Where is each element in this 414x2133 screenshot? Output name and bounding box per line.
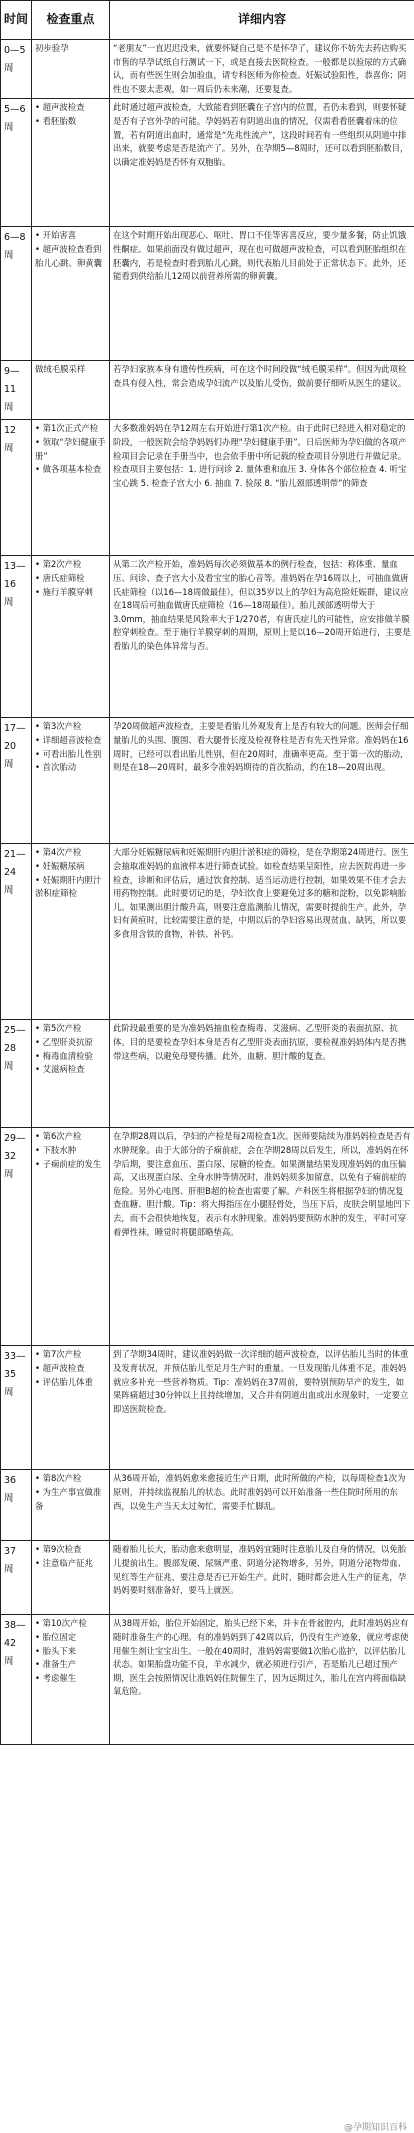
focus-item: • 可看出胎儿性别 bbox=[35, 748, 102, 759]
row-detail: 到了孕期34周时，建议准妈妈做一次详细的超声波检查，以评估胎儿当时的体重及发育状况，并预估胎儿至足月生产时的重量。一旦发现胎儿体重不足，准妈妈就应多补充一些营养物质。Tip：准妈妈在37周前，要特别预防早产的发生，如果阵痛超过30分钟以上且持续增加，又合并有阴道出血或出水现象时，一定要立即送医院检查。 bbox=[110, 1346, 414, 1470]
row-time: 9—11 周 bbox=[1, 361, 32, 420]
focus-item: • 胎头下来 bbox=[35, 1645, 77, 1656]
row-detail: 大多数准妈妈在孕12周左右开始进行第1次产检。由于此时已经进入相对稳定的阶段，一般医院会给孕妈妈们办理“孕妇健康手册”。日后医师为孕妇做的各项产检项目会记录在手册当中，也会依手册中所记载的检查项目分别进行并做记录。检查项目主要包括：1. 进行问诊 2. 量体重和血压 3. 身体各个部位检查 4. 听宝宝心跳 5. 检查子宫大小 6. 抽血 7. 验尿 8. “胎儿颈部透明带”的筛查 bbox=[110, 420, 414, 556]
row-detail: 此时通过超声波检查，大致能看到胚囊在子宫内的位置，若仍未看到，则要怀疑是否有子宫外孕的可能。孕妈妈若有阴道出血的情况，仅需看看胚囊着床的位置，若有阴道出血时，通常是“先兆性流产”，这段时间若有一些组织从阴道中排出来，就要考虑是否是流产了。另外，在孕期5—8周时，还可以看到胚胎数目，以确定准妈妈是否怀有双胞胎。 bbox=[110, 99, 414, 227]
focus-item: • 看胚胎数 bbox=[35, 115, 77, 126]
row-focus bbox=[32, 361, 110, 420]
focus-item: • 开始害喜 bbox=[35, 230, 77, 241]
row-focus bbox=[32, 420, 110, 556]
row-time: 21—24 周 bbox=[1, 844, 32, 1020]
table-row bbox=[1, 227, 414, 361]
row-detail: 此阶段最重要的是为准妈妈抽血检查梅毒、艾滋病、乙型肝炎的表面抗原、抗体。目的是要检查孕妇本身是否有乙型肝炎表面抗原，要检视准妈妈体内是否携带这些病，以避免母婴传播。此外，血糖、胆汁酸的复查。 bbox=[110, 1020, 414, 1128]
focus-item: • 子痫前症的发生 bbox=[35, 1158, 102, 1169]
focus-item: • 注意临产征兆 bbox=[35, 1557, 93, 1568]
table-row bbox=[1, 844, 414, 1020]
focus-item: • 详细超音波检查 bbox=[35, 734, 102, 745]
row-focus bbox=[32, 1470, 110, 1541]
focus-item: • 乙型肝炎抗原 bbox=[35, 1036, 93, 1047]
row-time: 29—32 周 bbox=[1, 1128, 32, 1346]
row-focus bbox=[32, 1128, 110, 1346]
row-detail: 在孕期28周以后，孕妇的产检是每2周检查1次。医师要陆续为准妈妈检查是否有水肿现象。由于大部分的子痫前症，会在孕期28周以后发生，所以，准妈妈在怀孕后期，要注意血压、蛋白尿、尿糖的检查。如果测量结果发现准妈妈的血压偏高，又出现蛋白尿、全身水肿等情况时，准妈妈须多加留意，以免有子痫前症的危险。另外心电图、肝胆B超的检查也需要了解。产科医生将根据孕妇的情况复查血糖、胆汁酸。Tip：将大拇指压在小腿胫骨处，当压下后，皮肤会明显地凹下去，而不会很快地恢复，表示有水肿现象。准妈妈要预防水肿的发生，平时可穿着弹性袜，睡觉时将腿部略垫高。 bbox=[110, 1128, 414, 1346]
focus-item: • 第9次检查 bbox=[35, 1544, 82, 1555]
row-time: 36 周 bbox=[1, 1470, 32, 1541]
focus-item: • 第1次正式产检 bbox=[35, 423, 99, 434]
row-focus bbox=[32, 227, 110, 361]
table-row bbox=[1, 361, 414, 420]
row-time: 12 周 bbox=[1, 420, 32, 556]
table-row bbox=[1, 1346, 414, 1470]
row-time: 6—8 周 bbox=[1, 227, 32, 361]
row-focus bbox=[32, 40, 110, 99]
row-detail: 大部分妊娠糖尿病和妊娠期肝内胆汁淤积症的筛检，是在孕期第24周进行。医生会抽取准妈妈的血液样本进行筛查试验。如检查结果呈阳性，应去医院再进一步检查，诊断和评估后，通过饮食控制、适当运动进行控制，如果效果不佳才会去用药物控制。此时要切记的是，孕妇饮食上要避免过多的糖和淀粉，以免影响胎儿。如果测出胆汁酸升高，则要注意监测胎儿情况，需要时提前生产。此外，孕妇有黄疸时，比较需要注意的是，中期以后的孕妇容易出现贫血、缺钙，所以要多食用含铁的食物，补铁、补钙。 bbox=[110, 844, 414, 1020]
focus-item: • 下肢水肿 bbox=[35, 1144, 77, 1155]
row-focus bbox=[32, 1615, 110, 1745]
row-detail: 孕20周做超声波检查，主要是看胎儿外观发育上是否有较大的问题。医师会仔细量胎儿的头围、腹围、看大腿骨长度及检视脊柱是否有先天性异常。准妈妈在16周时，已经可以看出胎儿性别，但在20周时，准确率更高。至于第一次的胎动，则是在18—20周时，最多令准妈妈期待的首次胎动，约在18—20周出现。 bbox=[110, 718, 414, 844]
focus-item: 做绒毛膜采样 bbox=[35, 364, 86, 375]
header-detail: 详细内容 bbox=[110, 1, 414, 40]
focus-item: • 第5次产检 bbox=[35, 1023, 82, 1034]
focus-item: • 第3次产检 bbox=[35, 721, 82, 732]
watermark: @孕期知识百科 bbox=[341, 2120, 410, 2133]
row-detail: 若孕妇家族本身有遗传性疾病，可在这个时间段做“绒毛膜采样”。但因为此项检查具有侵入性，常会造成孕妇流产以及胎儿受伤，做前要仔细听从医生的建议。 bbox=[110, 361, 414, 420]
focus-item: • 艾滋病检查 bbox=[35, 1064, 85, 1075]
focus-item: • 首次胎动 bbox=[35, 762, 77, 773]
row-detail: 在这个时期开始出现恶心、呕吐、胃口不佳等害喜反应，要少量多餐，防止饥饿性酮症。如果前面没有做过超声，现在也可做超声波检查，可以看到胚胎组织在胚囊内，若是检查时看到胎儿心跳，则代表胎儿目前处于正常状态下。此外，还能看到供给胎儿12周以前营养所需的卵黄囊。 bbox=[110, 227, 414, 361]
row-focus bbox=[32, 1346, 110, 1470]
focus-item: • 妊娠期肝内胆汁淤积症筛检 bbox=[35, 874, 102, 899]
focus-item: • 超声波检查看到胎儿心跳、卵黄囊 bbox=[35, 243, 102, 268]
table-row bbox=[1, 99, 414, 227]
focus-item: • 唐氏症筛检 bbox=[35, 572, 85, 583]
row-time: 37 周 bbox=[1, 1541, 32, 1615]
row-time: 5—6 周 bbox=[1, 99, 32, 227]
table-row bbox=[1, 718, 414, 844]
table-row bbox=[1, 420, 414, 556]
table-header-row bbox=[1, 1, 414, 40]
table-row bbox=[1, 1541, 414, 1615]
focus-item: • 妊娠糖尿病 bbox=[35, 860, 85, 871]
table-row bbox=[1, 40, 414, 99]
row-detail: 从第二次产检开始，准妈妈每次必须做基本的例行检查，包括：称体重、量血压、问诊、查子宫大小及看宝宝的胎心音等。准妈妈在孕16周以上，可抽血做唐氏症筛检（以16—18周做最佳），但以35岁以上的孕妇为高危险妊娠群，建议应在18周后可抽血做唐氏症筛检（16—18周最佳）。胎儿颈部透明带大于3.0mm，抽血结果是风险率大于1/270者，有唐氏症儿的可能性，应安排做羊膜腔穿刺检查。至于施行羊膜穿刺的周期，原则上是以16—20周开始进行，主要是看胎儿的染色体异常与否。 bbox=[110, 556, 414, 718]
row-focus bbox=[32, 556, 110, 718]
focus-item: • 胎位固定 bbox=[35, 1631, 77, 1642]
focus-item: • 梅毒血清检验 bbox=[35, 1050, 93, 1061]
row-detail: 从36周开始，准妈妈愈来愈接近生产日期，此时所做的产检，以每周检查1次为原则，并持续监视胎儿的状态。此时准妈妈可以开始准备一些住院时所用的东西，以免生产当天太过匆忙，需要手忙脚乱。 bbox=[110, 1470, 414, 1541]
table-row bbox=[1, 1128, 414, 1346]
header-time: 时间 bbox=[1, 1, 32, 40]
row-focus bbox=[32, 1020, 110, 1128]
row-focus bbox=[32, 99, 110, 227]
row-detail: “老朋友”一直迟迟没来，就要怀疑自己是不是怀孕了，建议你不妨先去药店购买市售的早孕试纸自行测试一下，或是直接去医院检查。一般都是以验尿的方式确认，而有些医生则会加验血，请专科医师为你检查。妊娠试验阳性，恭喜你；阴性也不要太悲观，如一周后仍未来潮，还要复查。 bbox=[110, 40, 414, 99]
focus-item: • 考虑催生 bbox=[35, 1672, 77, 1683]
row-time: 0—5 周 bbox=[1, 40, 32, 99]
row-time: 38—42 周 bbox=[1, 1615, 32, 1745]
row-time: 25—28 周 bbox=[1, 1020, 32, 1128]
table-row bbox=[1, 1470, 414, 1541]
focus-item: • 第8次产检 bbox=[35, 1473, 82, 1484]
focus-item: • 第4次产检 bbox=[35, 847, 82, 858]
focus-item: • 准备生产 bbox=[35, 1659, 77, 1670]
focus-item: • 第6次产检 bbox=[35, 1131, 82, 1142]
row-time: 33—35 周 bbox=[1, 1346, 32, 1470]
focus-item: • 第2次产检 bbox=[35, 559, 82, 570]
table-row bbox=[1, 1615, 414, 1745]
header-focus: 检查重点 bbox=[32, 1, 110, 40]
focus-item: • 第7次产检 bbox=[35, 1349, 82, 1360]
focus-item: • 做各项基本检查 bbox=[35, 464, 102, 475]
focus-item: • 第10次产检 bbox=[35, 1618, 87, 1629]
table-row bbox=[1, 556, 414, 718]
focus-item: • 超声波检查 bbox=[35, 1362, 85, 1373]
focus-item: • 施行羊膜穿刺 bbox=[35, 586, 93, 597]
row-focus bbox=[32, 1541, 110, 1615]
row-focus bbox=[32, 718, 110, 844]
row-detail: 从38周开始，胎位开始固定，胎头已经下来，并卡在骨盆腔内，此时准妈妈应有随时准备生产的心理。有的准妈妈到了42周以后，仍没有生产迹象，就应考虑使用催生剂让宝宝出生。一般在40周时，准妈妈需要做1次胎心监护，以评估胎儿状态。如果胎盘功能不良，羊水减少，就必须进行引产，若是胎儿已超过预产期，医生会按照情况让准妈妈住院催生了，因为远期过久，胎儿在宫内将面临缺氧危险。 bbox=[110, 1615, 414, 1745]
table-row bbox=[1, 1020, 414, 1128]
row-focus bbox=[32, 844, 110, 1020]
focus-item: • 评估胎儿体重 bbox=[35, 1376, 93, 1387]
focus-item: 初步验孕 bbox=[35, 43, 69, 53]
row-time: 13—16 周 bbox=[1, 556, 32, 718]
focus-item: • 为生产事宜做准备 bbox=[35, 1486, 102, 1511]
row-detail: 随着胎儿长大，胎动愈来愈明显，准妈妈宜随时注意胎儿及自身的情况，以免胎儿提前出生。腹部发硬、尿频严重、阴道分泌物增多，另外，阴道分泌物带血、见红等生产征兆，要注意是否已开始生产。此时，随时都会进入生产的征兆，孕妈妈要时刻准备好，要马上就医。 bbox=[110, 1541, 414, 1615]
focus-item: • 领取“孕妇健康手册” bbox=[35, 436, 106, 461]
focus-item: • 超声波检查 bbox=[35, 102, 85, 113]
row-time: 17—20 周 bbox=[1, 718, 32, 844]
